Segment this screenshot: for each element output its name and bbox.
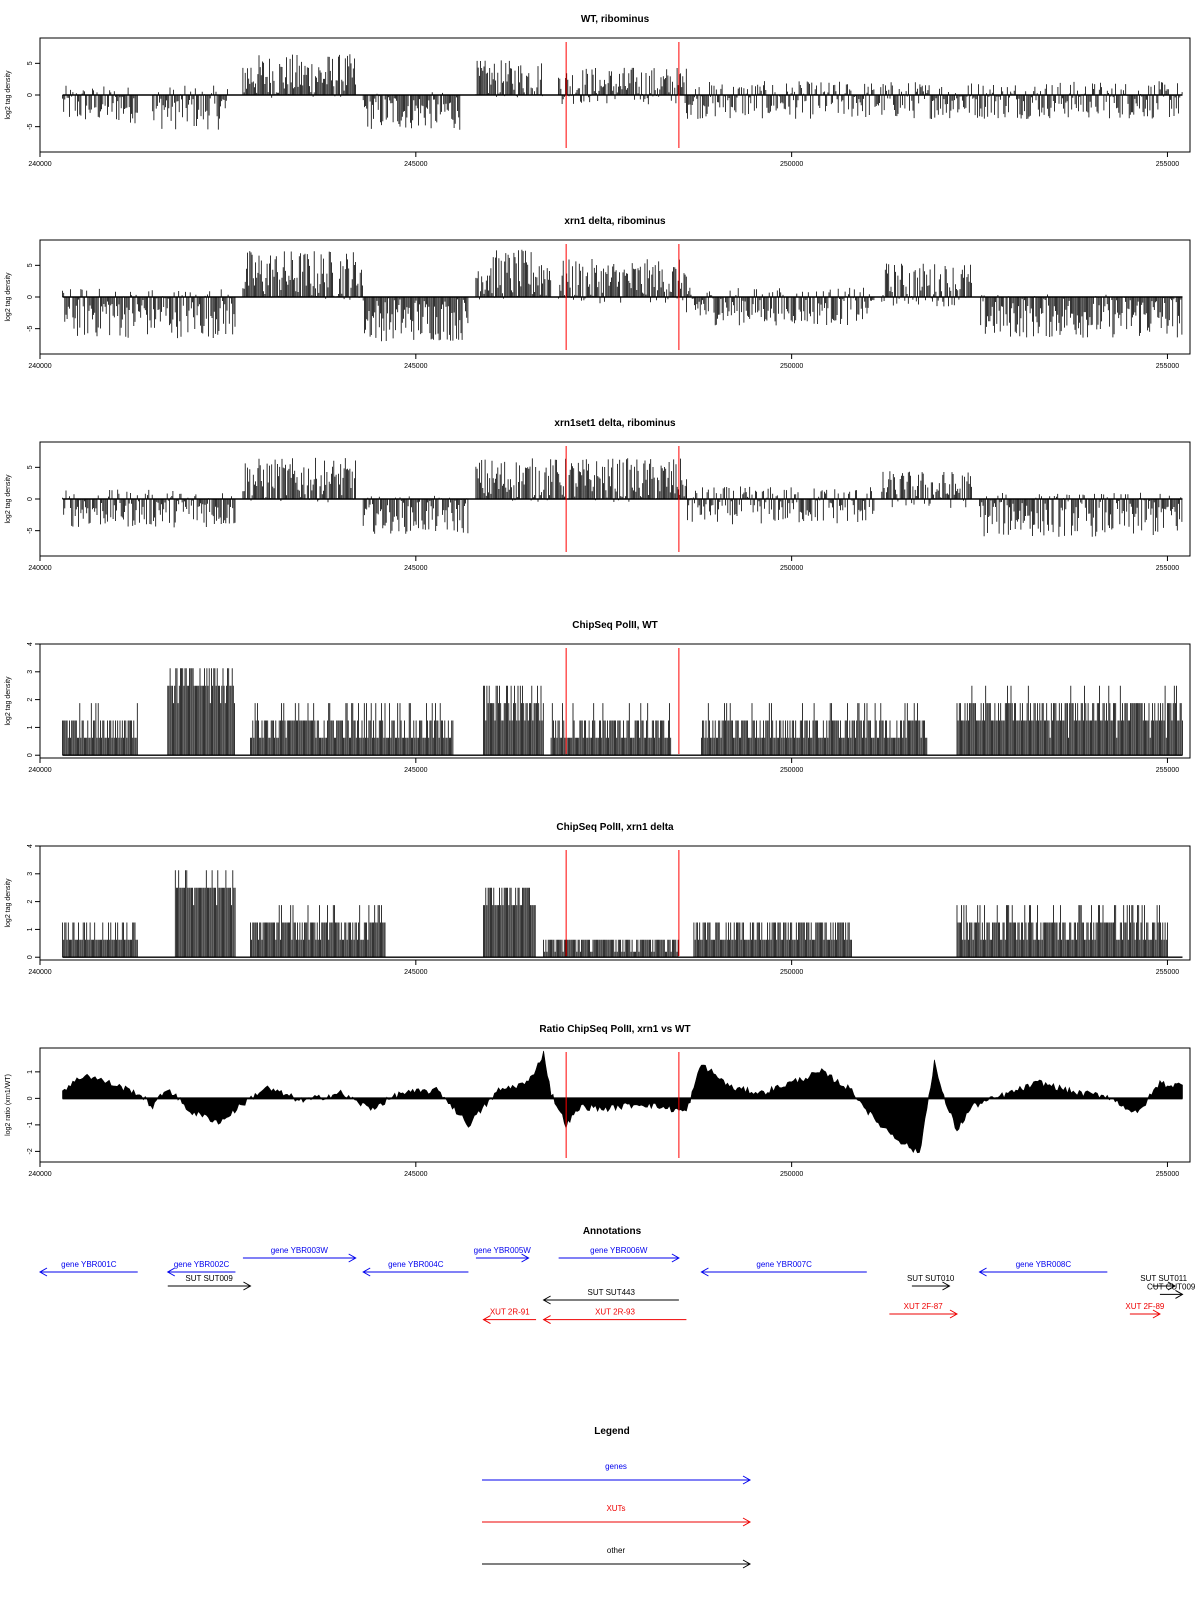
annotation-feature [168, 1274, 251, 1290]
x-tick-label: 240000 [28, 161, 52, 168]
data-series [63, 54, 1183, 130]
x-tick-label: 250000 [779, 161, 804, 168]
y-tick-label: 1 [27, 927, 34, 932]
x-tick-label: 240000 [28, 767, 52, 774]
feature-arrow [482, 1560, 750, 1568]
data-segment [980, 295, 1182, 338]
density-bars [957, 686, 1182, 756]
annotation-track [40, 1226, 1196, 1324]
x-tick-label: 255000 [1155, 565, 1180, 572]
ratio-area [63, 1051, 1183, 1153]
density-bars [63, 86, 138, 124]
x-tick-label: 250000 [779, 1171, 804, 1178]
track-panel [5, 14, 1190, 168]
panel-title: ChipSeq PolII, WT [572, 620, 658, 631]
density-bars [243, 251, 363, 300]
x-tick-label: 245000 [404, 969, 428, 976]
legend-item-label: XUTs [606, 1504, 626, 1513]
annotation-feature [907, 1274, 955, 1290]
data-segment [363, 496, 468, 534]
feature-arrow [482, 1476, 750, 1484]
x-tick-label: 240000 [28, 969, 52, 976]
legend-item-label: other [606, 1546, 626, 1555]
density-bars [153, 86, 228, 130]
feature-label: gene YBR006W [590, 1246, 648, 1255]
density-bars [544, 940, 679, 957]
feature-arrow [559, 1254, 679, 1262]
y-axis-label: log2 tag density [5, 676, 12, 726]
panel-title: xrn1 delta, ribominus [564, 216, 666, 227]
x-tick-label: 250000 [779, 969, 804, 976]
feature-label: gene YBR002C [173, 1260, 230, 1269]
data-segment [476, 250, 551, 300]
y-tick-label: 1 [27, 725, 34, 730]
annotation-feature [243, 1246, 356, 1262]
feature-label: XUT 2F-87 [903, 1302, 943, 1311]
data-segment [957, 905, 1167, 957]
x-tick-label: 255000 [1155, 969, 1180, 976]
data-segment [243, 54, 356, 98]
data-series [63, 458, 1183, 537]
density-bars [484, 888, 536, 958]
x-tick-label: 245000 [404, 363, 428, 370]
density-bars [168, 668, 235, 755]
track-panel [5, 216, 1190, 370]
track-panel [5, 418, 1190, 572]
density-bars [476, 250, 551, 300]
density-bars [63, 703, 138, 755]
data-segment [363, 92, 460, 130]
density-bars [476, 60, 543, 97]
legend-item-label: genes [605, 1462, 627, 1471]
feature-arrow [889, 1310, 957, 1318]
x-tick-label: 255000 [1155, 363, 1180, 370]
data-segment [251, 905, 386, 957]
x-tick-label: 240000 [28, 363, 52, 370]
annotation-feature [544, 1308, 687, 1324]
x-tick-label: 245000 [404, 565, 428, 572]
data-segment [551, 703, 671, 755]
data-segment [882, 264, 972, 307]
panel-title: ChipSeq PolII, xrn1 delta [556, 822, 674, 833]
density-bars [476, 458, 687, 502]
feature-label: XUT 2R-93 [595, 1307, 635, 1317]
feature-arrow [483, 1316, 536, 1324]
track-panels [5, 14, 1190, 1178]
legend-item [482, 1462, 750, 1484]
density-bars [175, 870, 235, 957]
x-tick-label: 240000 [28, 565, 52, 572]
density-bars [63, 490, 236, 528]
x-tick-label: 255000 [1155, 161, 1180, 168]
x-tick-label: 255000 [1155, 767, 1180, 774]
density-bars [63, 923, 138, 958]
data-segment [686, 487, 874, 525]
data-segment [363, 297, 468, 341]
legend-item [482, 1546, 750, 1568]
feature-arrow [980, 1268, 1108, 1276]
annotations-title: Annotations [582, 1226, 642, 1237]
feature-label: SUT SUT009 [185, 1274, 233, 1283]
y-tick-label: -5 [27, 527, 34, 534]
feature-arrow [1130, 1310, 1160, 1318]
data-segment [559, 68, 687, 104]
annotation-feature [363, 1260, 468, 1276]
x-tick-label: 245000 [404, 1171, 428, 1178]
y-tick-label: -2 [27, 1148, 34, 1155]
y-tick-label: -1 [27, 1121, 34, 1129]
track-panel [5, 620, 1190, 774]
density-bars [980, 295, 1182, 338]
feature-arrow [243, 1254, 356, 1262]
annotation-feature [559, 1246, 679, 1262]
annotation-feature [980, 1260, 1108, 1276]
density-bars [243, 54, 356, 98]
data-segment [63, 703, 138, 755]
y-tick-label: 3 [27, 669, 34, 674]
annotation-feature [1147, 1282, 1196, 1298]
feature-arrow [701, 1268, 866, 1276]
y-axis-label: log2 tag density [5, 474, 12, 524]
y-tick-label: 0 [27, 753, 34, 758]
y-tick-label: 5 [27, 61, 34, 66]
y-tick-label: -5 [27, 123, 34, 130]
density-bars [243, 458, 356, 502]
panel-title: xrn1set1 delta, ribominus [554, 418, 676, 429]
data-segment [168, 668, 235, 755]
legend [482, 1426, 750, 1568]
y-tick-label: 5 [27, 263, 34, 268]
y-tick-label: 4 [27, 642, 34, 646]
data-segment [63, 923, 138, 958]
feature-arrow [40, 1268, 138, 1276]
data-segment [175, 870, 235, 957]
y-tick-label: 0 [27, 1096, 34, 1101]
data-series [63, 250, 1183, 342]
data-series [63, 668, 1183, 755]
data-segment [63, 289, 236, 338]
annotation-feature [1125, 1302, 1165, 1318]
panel-title: Ratio ChipSeq PolII, xrn1 vs WT [539, 1024, 691, 1035]
density-bars [686, 487, 874, 525]
feature-label: gene YBR004C [388, 1260, 444, 1269]
density-bars [686, 81, 1182, 119]
data-segment [153, 86, 228, 130]
y-tick-label: -5 [27, 325, 34, 332]
y-tick-label: 0 [27, 497, 34, 501]
annotation-feature [544, 1288, 679, 1304]
y-axis-label: log2 tag density [5, 878, 12, 928]
feature-label: CUT CUT009 [1147, 1282, 1196, 1292]
x-tick-label: 250000 [779, 363, 804, 370]
x-tick-label: 255000 [1155, 1171, 1180, 1178]
x-tick-label: 250000 [779, 565, 804, 572]
feature-arrow [168, 1282, 251, 1290]
annotation-feature [889, 1302, 957, 1318]
feature-arrow [1160, 1290, 1183, 1298]
density-bars [551, 703, 671, 755]
y-tick-label: 0 [27, 955, 34, 960]
data-segment [544, 940, 679, 957]
feature-label: XUT 2F-89 [1125, 1302, 1165, 1311]
feature-arrow [476, 1254, 529, 1262]
track-panel [5, 1024, 1190, 1178]
track-panel [5, 822, 1190, 976]
data-segment [701, 703, 926, 755]
feature-label: SUT SUT011 [1140, 1274, 1188, 1283]
feature-label: SUT SUT010 [906, 1274, 955, 1283]
x-tick-label: 250000 [779, 767, 804, 774]
data-segment [484, 686, 544, 756]
data-series [63, 1051, 1183, 1153]
data-segment [686, 288, 874, 326]
y-tick-label: 1 [27, 1069, 34, 1074]
y-axis-label: log2 tag density [5, 272, 12, 322]
density-bars [882, 471, 972, 508]
density-bars [363, 496, 468, 534]
feature-arrow [912, 1282, 950, 1290]
feature-label: gene YBR003W [270, 1246, 328, 1255]
feature-arrow [482, 1518, 750, 1526]
data-segment [476, 458, 687, 502]
annotation-feature [701, 1260, 866, 1276]
y-tick-label: 2 [27, 697, 34, 702]
density-bars [882, 264, 972, 307]
panel-title: WT, ribominus [580, 14, 650, 25]
y-tick-label: 0 [27, 295, 34, 299]
data-segment [476, 60, 543, 97]
density-bars [63, 289, 236, 338]
y-axis-label: log2 ratio (xrn1/WT) [5, 1074, 12, 1136]
annotation-feature [40, 1260, 138, 1276]
density-bars [559, 68, 687, 104]
annotation-feature [474, 1246, 532, 1262]
legend-item [482, 1504, 750, 1526]
feature-label: SUT SUT443 [587, 1288, 635, 1297]
density-bars [363, 92, 460, 130]
density-bars [957, 905, 1167, 957]
density-bars [694, 923, 852, 958]
data-segment [686, 81, 1182, 119]
density-bars [251, 905, 386, 957]
data-segment [63, 490, 236, 528]
data-segment [243, 251, 363, 300]
density-bars [363, 297, 468, 341]
feature-label: gene YBR001C [61, 1260, 117, 1269]
feature-arrow [544, 1316, 687, 1324]
density-bars [251, 703, 453, 755]
y-tick-label: 2 [27, 899, 34, 904]
x-tick-label: 245000 [404, 767, 428, 774]
feature-label: gene YBR007C [756, 1260, 812, 1269]
data-segment [484, 888, 536, 958]
data-segment [63, 86, 138, 124]
data-segment [243, 458, 356, 502]
feature-label: gene YBR005W [473, 1246, 531, 1255]
density-bars [686, 288, 874, 326]
data-segment [694, 923, 852, 958]
y-tick-label: 3 [27, 871, 34, 876]
feature-arrow [544, 1296, 679, 1304]
density-bars [701, 703, 926, 755]
density-bars [484, 686, 544, 756]
data-series [63, 870, 1183, 957]
data-segment [882, 471, 972, 508]
y-tick-label: 0 [27, 93, 34, 97]
feature-label: gene YBR008C [1015, 1260, 1072, 1269]
feature-label: XUT 2R-91 [489, 1307, 530, 1317]
annotation-feature [483, 1308, 536, 1324]
y-axis-label: log2 tag density [5, 70, 12, 120]
y-tick-label: 5 [27, 465, 34, 470]
data-segment [251, 703, 453, 755]
x-tick-label: 245000 [404, 161, 428, 168]
feature-arrow [363, 1268, 468, 1276]
x-tick-label: 240000 [28, 1171, 52, 1178]
data-segment [957, 686, 1182, 756]
y-tick-label: 4 [27, 844, 34, 848]
legend-title: Legend [594, 1426, 630, 1437]
